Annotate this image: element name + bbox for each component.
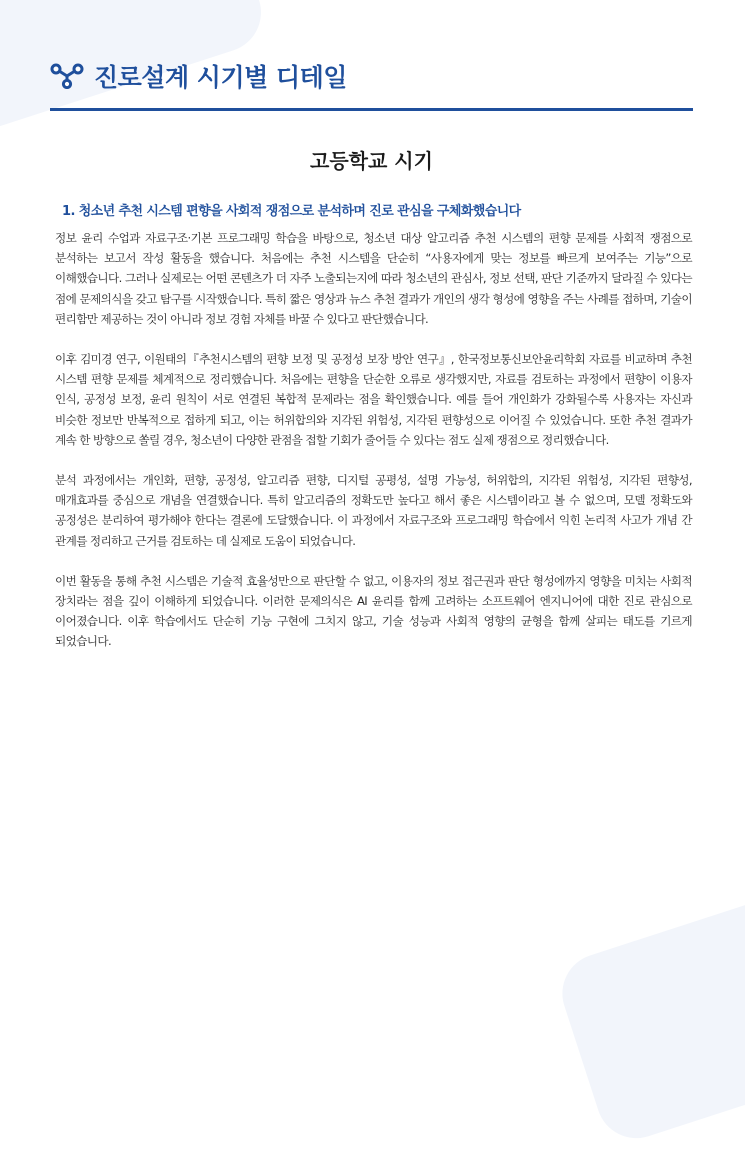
paragraph: 이후 김미경 연구, 이원태의『추천시스템의 편향 보정 및 공정성 보장 방안 연구』, 한국정보통신보안윤리학회 자료를 비교하며 추천 시스템 편향 문제를 체계적으로 정리했습니다. 처음에는 편향을 단순한 오류로 생각했지만, 자료를 검토하는 과정에서 편향이 이용자 인식, 공정성 보정, 윤리 원칙이 서로 연결된 복합적 문제라는 점을 확인했습니다. 예를 들어 개인화가 강화될수록 사용자는 자신과 비슷한 정보만 반복적으로 접하게 되고, 이는 허위합의와 지각된 위험성, 지각된 편향성으로 이어질 수 있었습니다. 또한 추천 결과가 계속 한 방향으로 쏠릴 경우, 청소년이 다양한 관점을 접할 기회가 줄어들 수 있다는 점도 실제 쟁점으로 정리했습니다. bbox=[55, 352, 692, 447]
network-nodes-icon bbox=[50, 63, 84, 89]
page-header bbox=[50, 56, 347, 96]
background-decoration bbox=[552, 887, 745, 1148]
header-title: 진로설계 시기별 디테일 bbox=[94, 63, 347, 92]
paragraph: 이번 활동을 통해 추천 시스템은 기술적 효율성만으로 판단할 수 없고, 이용자의 정보 접근권과 판단 형성에까지 영향을 미치는 사회적 장치라는 점을 깊이 이해하게 되었습니다. 이러한 문제의식은 AI 윤리를 함께 고려하는 소프트웨어 엔지니어에 대한 진로 관심으로 이어졌습니다. 이후 학습에서도 단순히 기능 구현에 그치지 않고, 기술 성능과 사회적 영향의 균형을 함께 살피는 태도를 기르게 되었습니다. bbox=[55, 573, 692, 649]
page-title: 고등학교 시기 bbox=[310, 149, 433, 173]
paragraph: 정보 윤리 수업과 자료구조·기본 프로그래밍 학습을 바탕으로, 청소년 대상 알고리즘 추천 시스템의 편향 문제를 사회적 쟁점으로 분석하는 보고서 작성 활동을 했습니다. 처음에는 추천 시스템을 단순히 “사용자에게 맞는 정보를 빠르게 보여주는 기능”으로 이해했습니다. 그러나 실제로는 어떤 콘텐츠가 더 자주 노출되는지에 따라 청소년의 관심사, 정보 선택, 판단 기준까지 달라질 수 있다는 점에 문제의식을 갖고 탐구를 시작했습니다. 특히 짧은 영상과 뉴스 추천 결과가 개인의 생각 형성에 영향을 주는 사례를 접하며, 기술이 편리함만 제공하는 것이 아니라 정보 경험 자체를 바꿀 수 있다고 판단했습니다. bbox=[55, 231, 692, 326]
section-heading: 1. 청소년 추천 시스템 편향을 사회적 쟁점으로 분석하며 진로 관심을 구체화했습니다 bbox=[62, 204, 521, 219]
section-body bbox=[55, 228, 692, 672]
paragraph: 분석 과정에서는 개인화, 편향, 공정성, 알고리즘 편향, 디지털 공평성, 설명 가능성, 허위합의, 지각된 위험성, 지각된 편향성, 매개효과를 중심으로 개념을 연결했습니다. 특히 알고리즘의 정확도만 높다고 해서 좋은 시스템이라고 볼 수 없으며, 모델 정확도와 공정성은 분리하여 평가해야 한다는 결론에 도달했습니다. 이 과정에서 자료구조와 프로그래밍 학습에서 익힌 논리적 사고가 개념 간 관계를 정리하고 근거를 검토하는 데 실제로 도움이 되었습니다. bbox=[55, 473, 692, 548]
header-divider bbox=[50, 108, 693, 111]
